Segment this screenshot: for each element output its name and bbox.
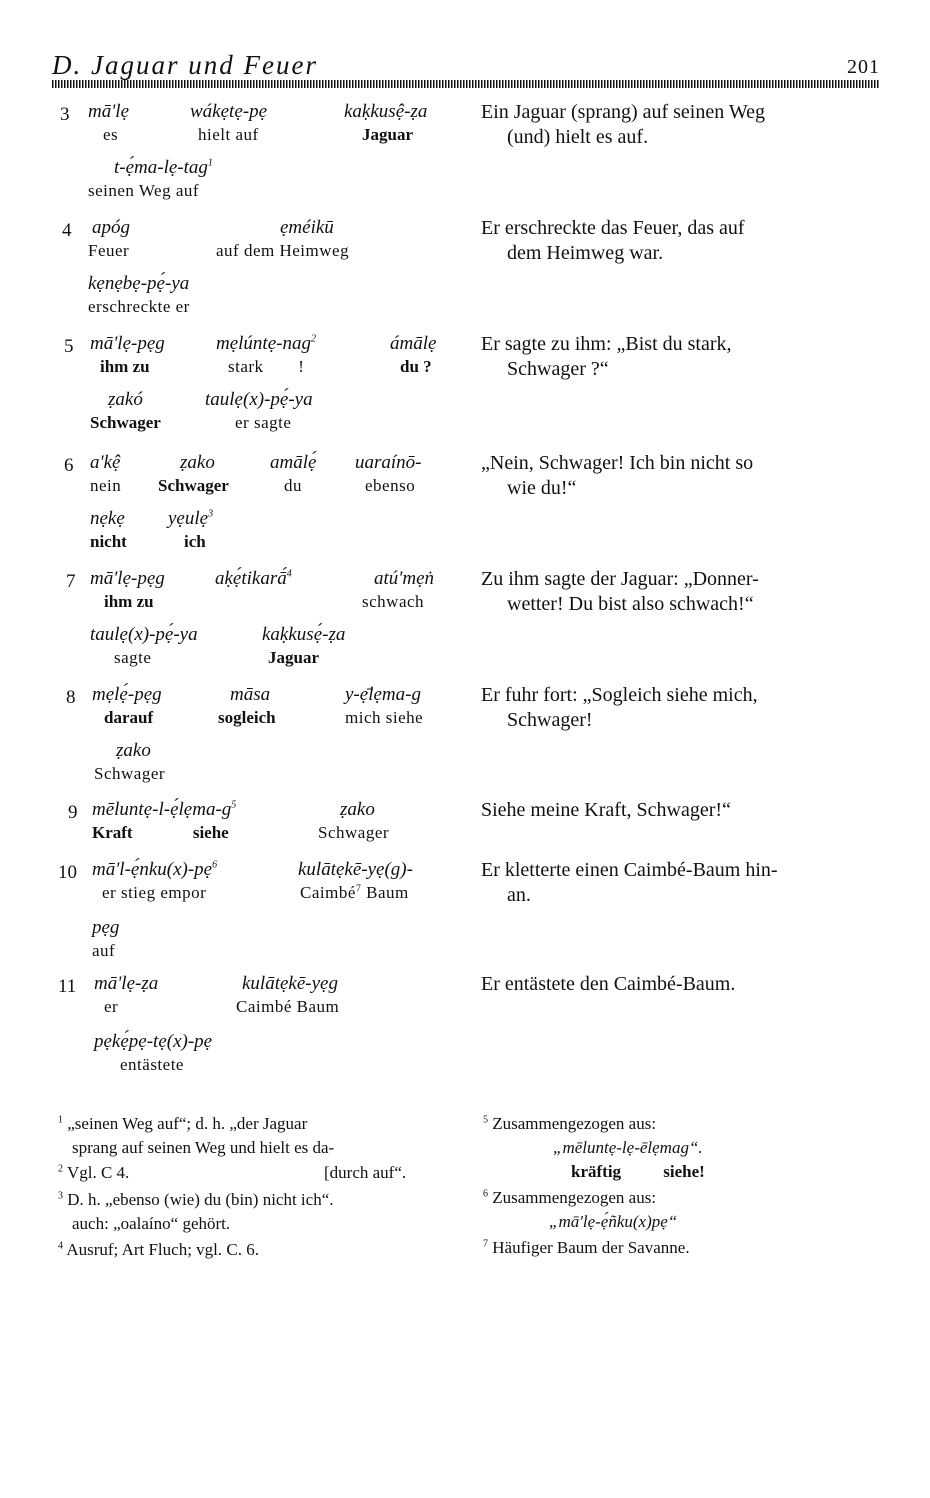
footnote-3: $^3$ D. h. „ebenso (wie) du (bin) nicht ich“. auch: „oalaíno“ gehört. [58,1190,334,1233]
word [158,451,229,497]
native-word: apóg [92,217,130,238]
word [344,100,427,146]
native-word: t-ẹ́ma-lẹ-tag$^1$ [114,157,213,178]
native-word: amālẹ́ [270,452,317,473]
gloss: nein [90,476,122,495]
gloss: darauf [104,708,154,727]
gloss: er [104,997,119,1016]
gloss: Caimbé Baum [236,997,340,1016]
native-word: ẓako [340,799,375,820]
entry-number: 9 [68,802,78,823]
gloss: Jaguar [362,125,413,144]
translation: Ein Jaguar (sprang) auf seinen Weg (und) hielt es auf. [481,101,766,148]
footnote-5: $^5$ Zusammengezogen aus: „mēluntẹ-lẹ-ēlẹmag“. kräftig siehe! [483,1114,705,1181]
gloss: nicht [90,532,127,551]
native-word: mẹlẹ́-pẹg [92,684,162,705]
native-word: a'kệ [90,452,121,473]
native-word: ẓako [116,740,151,761]
word [92,798,236,844]
word [88,100,129,146]
native-word: mẹlúntẹ-nag$^2$ [216,333,316,354]
word [345,683,423,729]
gloss: du [284,476,302,495]
translation: Er erschreckte das Feuer, das auf dem Heimweg war. [481,217,745,264]
word [90,507,127,553]
native-word: ẹméikū [280,217,334,238]
native-word: mā'lẹ-pẹg [90,568,165,589]
word [355,451,422,497]
native-word: pẹg [92,917,120,938]
footnote-2: $^2$ Vgl. C 4. [durch auf“. [58,1163,407,1182]
native-word: yẹulẹ$^3$ [168,508,214,529]
gloss: auf dem Heimweg [216,241,350,260]
native-word: kulātẹkē-yẹ(g)- [298,859,413,880]
native-word: māsa [230,684,271,705]
gloss: seinen Weg auf [88,181,200,200]
page-number: 201 [847,56,880,78]
gloss: er stieg empor [102,883,207,902]
gloss: sogleich [218,708,276,727]
native-word: mēluntẹ-$l-ẹ́lẹma-g^5$ [92,799,237,820]
word [190,100,267,146]
gloss: Schwager [90,413,161,432]
native-word: wákẹtẹ-pẹ [190,101,268,122]
gloss: hielt auf [198,125,259,144]
word [216,332,316,378]
gloss: erschreckte er [88,297,190,316]
translation: Er kletterte einen Caimbé-Baum hin- an. [481,859,778,906]
native-word: atú'mẹṅ [374,568,434,589]
word [216,216,349,262]
translation: Er entästete den Caimbé-Baum. [481,973,736,995]
gloss: ebenso [365,476,416,495]
native-word: kaḳkusệ-ẓa [344,101,428,122]
native-word: kẹnẹbẹ-pẹ́-ya [88,273,190,294]
word [88,272,190,318]
gloss: Jaguar [268,648,319,667]
gloss: ihm zu [104,592,154,611]
word [94,739,165,785]
word [90,623,198,669]
header-rule [52,80,880,88]
word [90,332,165,378]
native-word: ámālẹ [390,333,437,354]
gloss: ich [184,532,206,551]
native-word: mā'lẹ [88,101,129,122]
word [92,916,119,962]
word [270,451,316,497]
translation: „Nein, Schwager! Ich bin nicht so wie du!“ [481,452,754,499]
native-word: mā'lẹ-ẓa [94,973,159,994]
gloss: Schwager [158,476,229,495]
word [88,156,213,202]
native-word: uaraínō- [355,452,422,473]
native-word: taulẹ(x)-pẹ́-ya [90,624,198,645]
gloss: sagte [114,648,152,667]
gloss: stark ! [228,357,305,376]
word [168,507,213,553]
word [90,451,121,497]
gloss: Schwager [94,764,166,783]
footnote-4: $^4$ Ausruf; Art Fluch; vgl. C. 6. [58,1240,259,1259]
word [362,567,434,613]
word [236,972,339,1018]
native-word: ẓakó [108,389,143,410]
gloss: auf [92,941,116,960]
gloss: Caimbé$^7$ Baum [300,883,409,902]
word [94,972,158,1018]
word [90,567,165,613]
native-word: mā'lẹ-pẹg [90,333,165,354]
gloss: ihm zu [100,357,150,376]
word [92,858,217,904]
native-word: y-ẹ̄lẹma-g [345,684,421,705]
footnote-1: $^1$ „seinen Weg auf“; d. h. „der Jaguar sprang auf seinen Weg und hielt es da- [58,1114,335,1157]
footnote-7: $^7$ Häufiger Baum der Savanne. [483,1238,690,1257]
entry-number: 6 [64,455,74,476]
page-title: D. Jaguar und Feuer [52,50,318,80]
gloss: entästete [120,1055,184,1074]
word [318,798,389,844]
translation: Siehe meine Kraft, Schwager!“ [481,799,731,821]
translation: Er sagte zu ihm: „Bist du stark, Schwager ?“ [481,333,732,380]
word [215,567,292,591]
gloss: Kraft siehe [92,823,229,842]
gloss: du ? [400,357,432,376]
gloss: es [103,125,119,144]
word [94,1030,212,1076]
word [205,388,313,434]
word [90,388,161,434]
translation: Zu ihm sagte der Jaguar: „Donner- wetter! Du bist also schwach!“ [481,568,759,615]
gloss: Schwager [318,823,390,842]
word [262,623,345,669]
footnote-6: $^6$ Zusammengezogen aus: „mā'lẹ-ẹ́ñku(x)pẹ“ [483,1188,678,1231]
running-header [52,50,880,80]
word [88,216,130,262]
gloss: er sagte [235,413,292,432]
entry-number: 5 [64,336,74,357]
entry-number: 11 [58,976,77,997]
word [92,683,162,729]
native-word: kaḳkusẹ́-ẓa [262,624,346,645]
native-word: kulātẹkē-yẹg [242,973,338,994]
word [218,683,276,729]
entry-number: 7 [66,571,76,592]
word [390,332,436,378]
native-word: nẹkẹ [90,508,125,529]
entry-number: 10 [58,862,77,883]
translation: Er fuhr fort: „Sogleich siehe mich, Schwager! [481,684,758,731]
entry-number: 3 [60,104,70,125]
native-word: taulẹ(x)-pẹ́-ya [205,389,313,410]
word [298,858,413,904]
gloss: mich siehe [345,708,424,727]
gloss: Feuer [88,241,130,260]
native-word: mā'l-ẹ́nku(x)-pẹ$^6$ [92,859,218,880]
native-word: aḳẹ́tikarā́$^4$ [215,568,292,589]
entry-number: 4 [62,220,72,241]
native-word: pẹkẹ́pẹ-tẹ(x)-pẹ [94,1031,213,1052]
gloss: schwach [362,592,425,611]
native-word: ẓako [180,452,215,473]
entry-number: 8 [66,687,76,708]
